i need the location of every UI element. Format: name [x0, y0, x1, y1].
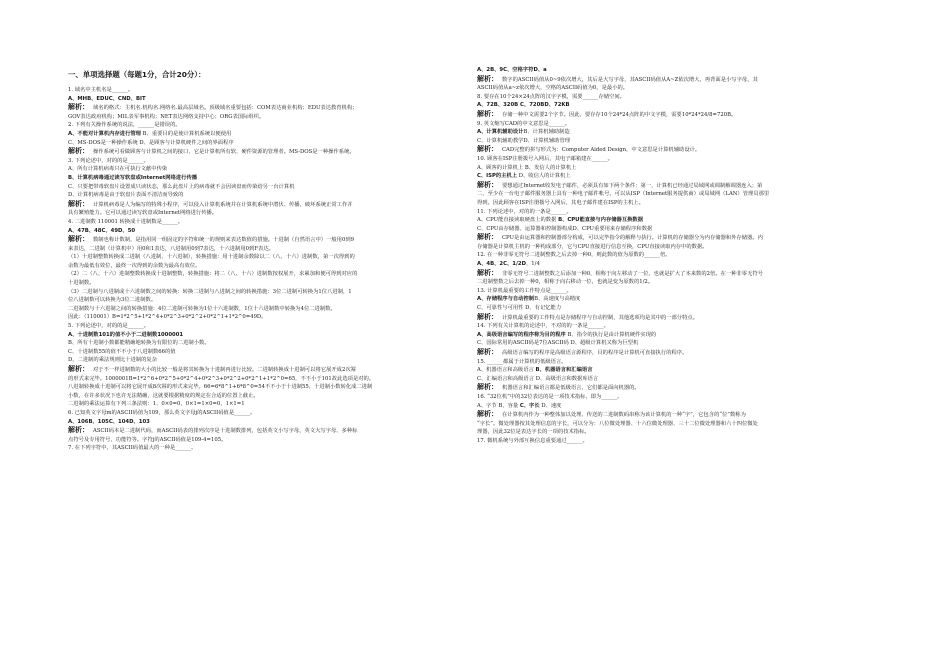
text-line: [68, 245, 463, 254]
line-text: 高级语言编写的程序是高级语言源程序，目的程序是计算机可直接执行的程序。: [502, 350, 688, 356]
analysis-line: [477, 145, 872, 155]
line-text: C、只要把带毒软盘片设置成只读状态，那么此盘片上的病毒就不会因读盘而传染给另一台计算机: [68, 183, 295, 190]
line-text: A、不能对计算机内存进行管理 B、重要目的是使计算机系统以便使用: [68, 130, 232, 137]
text-line: [68, 322, 463, 331]
line-text: ASCII码值从a~z依次增大，空格的ASCII码值为0，是最小的。: [477, 85, 629, 92]
line-text: 小数，在许多状况下也许无法精确，这就要根据精度的规定在合适的位置上截止。: [68, 392, 259, 399]
line-text: 6. 已知英文字母m的ASCII码值为109，那么英文字母j的ASCII码值是______。: [68, 409, 256, 416]
analysis-label: 解析：: [68, 235, 89, 244]
line-text: 3. 下列论述中，对的的是______。: [68, 157, 149, 164]
text-line: [477, 101, 872, 110]
text-line: [68, 121, 463, 130]
line-text: A、高级语言编写的程序称为目的程序 B、指令的执行是由计算机硬件实现的: [477, 331, 657, 338]
text-line: [68, 436, 463, 445]
line-text: 要想通过Internet收发电子邮件，必须具有如下两个条件：第一，计算机已经通过局域网或调制解调器连入；第: [502, 182, 763, 189]
line-text: 二进制的乘法运算有下列三条法则：1、0×0=0，0×1=1×0=0，1×1=1: [68, 401, 245, 408]
analysis-label: 解析：: [477, 233, 498, 242]
line-text: A、MHB、EDUC、CND、BIT: [68, 95, 146, 102]
line-text: CAD完整的拼写形式为：Computer Aided Design，中文意思是计算机辅助设计。: [502, 147, 701, 154]
line-text: 16. “32位机”中的32位表达的是一项技术指标，即为______。: [477, 393, 623, 400]
line-text: 数字的ASCII码值从0~9依次增大，其后是大写字母，其ASCII码值从A~Z依次增大，再背面是小写字母，其: [502, 76, 758, 83]
right-column: [477, 66, 872, 666]
analysis-line: [477, 233, 872, 243]
line-text: B、计算机病毒通过读写软盘或Internet网络进行传播: [68, 174, 198, 181]
line-text: A、字节 B、容量 C、字长 D、速度: [477, 402, 562, 409]
text-line: [68, 444, 463, 453]
text-line: [477, 155, 872, 164]
text-line: [477, 295, 872, 304]
line-text: （3）二进制与八进制或十六进制数之间的转换：转换二进制与八进制之间的转换措施：3位二进制可转换为1位八进制，1: [68, 288, 352, 295]
line-text: 5. 下列论述中，对的的是______。: [68, 323, 149, 330]
line-text: 点符号及专用符号，功能符等。字符j的ASCII码值是109-4=105。: [68, 436, 227, 443]
line-text: 9. 英文缩写CAD的中文意思是______。: [477, 120, 571, 127]
analysis-label: 解析：: [477, 268, 498, 277]
text-line: [68, 400, 463, 409]
line-text: 因此：（110001）B=1*2^5+1*2^4+0*2^3+0*2^2+0*2^1+1*2^0=49D。: [68, 314, 267, 321]
line-text: C、可靠性与可用性 D、有记忆能力: [477, 305, 562, 312]
analysis-line: [477, 410, 872, 420]
text-line: [477, 402, 872, 411]
analysis-label: 解析：: [68, 426, 89, 435]
line-text: A、47B、48C、49D、50: [68, 227, 136, 234]
text-line: [68, 313, 463, 322]
line-text: 在计算机内作为一种整体加以处理、传送的二进制数码串称为该计算机的一种“字”，它包含的“位”数称为: [502, 412, 746, 419]
text-line: [68, 130, 463, 139]
analysis-line: [477, 110, 872, 120]
line-text: A、存储程序与自动控制B、高速度与高精度: [477, 296, 581, 303]
text-line: [68, 218, 463, 227]
text-line: [477, 243, 872, 252]
line-text: A、72B、320B C、720BD、72KB: [477, 102, 570, 109]
text-line: [68, 392, 463, 401]
text-line: [477, 420, 872, 429]
text-line: [68, 139, 463, 148]
line-text: C、国际常用的ASCII码是7位ASCII码 D、超级计算机又称为巨型机: [477, 340, 639, 347]
text-line: [68, 191, 463, 200]
line-text: A、2B、9C、空格字符D、a: [477, 67, 547, 73]
analysis-label: 解析：: [477, 410, 498, 419]
line-text: 操作系统可看做顾客与计算机之间的接口，它是计算机所有软、硬件资源的管理者。MS-DOS是一种操作系统。: [93, 149, 355, 156]
text-line: [68, 409, 463, 418]
line-text: A、所有计算机病毒只在可执行文献中传染: [68, 166, 168, 173]
text-line: [68, 288, 463, 297]
text-line: [477, 172, 872, 181]
analysis-line: [477, 383, 872, 393]
text-line: [68, 183, 463, 192]
text-line: [477, 287, 872, 296]
text-line: [477, 428, 872, 437]
line-text: 8. 要存在10个24×24点阵的汉字字模，需要______存储空间。: [477, 93, 625, 100]
text-line: [68, 174, 463, 183]
analysis-line: [477, 313, 872, 323]
text-line: [477, 66, 872, 75]
line-text: C、计算机辅助教学D、计算机辅助管理: [477, 137, 571, 144]
analysis-label: 解析：: [477, 180, 498, 189]
line-text: 位八进制数可以转换为3位二进制数。: [68, 297, 157, 304]
analysis-line: [68, 103, 463, 113]
line-text: 十进制数。: [68, 280, 95, 287]
analysis-line: [477, 269, 872, 279]
text-line: [477, 164, 872, 173]
text-line: [68, 209, 463, 218]
text-line: [68, 348, 463, 357]
text-line: [477, 199, 872, 208]
left-lines: [68, 86, 463, 453]
text-line: [477, 190, 872, 199]
text-line: [68, 253, 463, 262]
left-column: [68, 66, 463, 666]
text-line: [477, 366, 872, 375]
line-text: 计算机病毒是人为编写的特殊小程序，可以侵入计算机系统并在计算机系统中潜伏、传播，破坏系统正常工作并: [93, 201, 353, 208]
analysis-label: 解析：: [477, 145, 498, 154]
text-line: [68, 418, 463, 427]
line-text: 12. 在一种非零无符号二进制整数之后去掉一种0，则此数的值为原数的______倍。: [477, 252, 671, 259]
text-line: [68, 113, 463, 122]
text-line: [477, 393, 872, 402]
line-text: CPU是由运算器和控制器部分构成，可以完毕指令的解释与执行。计算机的存储器分为内存储器和外存储器。内: [502, 235, 763, 242]
line-text: A、106B、105C、104D、103: [68, 418, 150, 425]
analysis-label: 解析：: [477, 348, 498, 356]
line-text: 得到。因此顾客在ISP注册拨号入网后，其电子邮件建在ISP的主机上。: [477, 199, 644, 206]
line-text: C、MS-DOS是一种操作系统 D、是顾客与计算机硬件之间的界面程序: [68, 139, 234, 146]
text-line: [477, 216, 872, 225]
text-line: [477, 322, 872, 331]
text-line: [477, 260, 872, 269]
line-text: 7. 在下列字符中，其ASCII码值最大的一种是______。: [68, 445, 197, 452]
line-text: 11. 下列论述中，对的的一条是______。: [477, 208, 572, 215]
text-line: [477, 331, 872, 340]
text-line: [68, 270, 463, 279]
text-line: [477, 137, 872, 146]
text-line: [477, 225, 872, 234]
analysis-label: 解析：: [68, 365, 89, 373]
line-text: 10. 顾客在ISP注册拨号入网后，其电子邮箱建在______。: [477, 155, 613, 162]
line-text: 非零无符号二进制整数之后添加一种0，相称于向左移动了一位，也就是扩大了本来数的2倍。在一种非零无符号: [502, 270, 763, 277]
line-text: A、计算机辅助设计B、计算机辅助制造: [477, 129, 570, 136]
line-text: 理器，因此32位是表达字长的一项的技术指标。: [477, 429, 590, 436]
line-text: 二进制数与十六进制之间的转换措施：4位二进制可转换为1位十六进制数，1位十六进制数中转换为4位二进制数。: [68, 305, 336, 312]
text-line: [68, 383, 463, 392]
right-lines: [477, 66, 872, 446]
line-text: 存储一种中文需要2个字节。因此，要存存10个24*24点阵的中文字模，需要10*24*24/8=720B。: [502, 111, 737, 118]
line-text: 4. 二进制数 110001 转换成十进制数是______。: [68, 218, 184, 225]
line-text: A、顾客的计算机上 B、发信人的计算机上: [477, 164, 577, 171]
line-text: GOV表达政府机构；MIL表军事机构；NET表达网络支持中心；ORG表国际组织。: [68, 113, 265, 120]
line-text: 14. 下列有关计算机的论述中，不对的的一条是______。: [477, 323, 609, 330]
line-text: 二进制整数之后去掉一种0，相称于向右移动一位，也就是变为原数的1/2。: [477, 279, 654, 286]
text-line: [68, 296, 463, 305]
text-line: [68, 157, 463, 166]
analysis-line: [68, 426, 463, 436]
text-line: [68, 339, 463, 348]
line-text: A、机器语言和高级语言 B、机器语言和汇编语言: [477, 367, 593, 374]
line-text: ASCII码本是二进制代码，而ASCII码表的排列次序是十进制数排列，包括英文小写字母，英文大写字母、多种标: [93, 428, 358, 435]
line-text: A、4B、2C、1/2D、1/4: [477, 261, 540, 268]
line-text: 数制也称计数制，是指用同一组固定的字符和统一的规则来表达数值的措施。十进制（自然语言中）一般用0到9: [93, 237, 354, 244]
analysis-label: 解析：: [477, 109, 498, 118]
line-text: 余数为最低有效位，最终一次得到的余数为最高有效位。: [68, 262, 201, 269]
line-text: 对于不一样进制数的大小的比较一般是将其转换为十进制再进行比较。二进制转换成十进制可以将它展开成2次幂: [93, 367, 356, 373]
analysis-line: [68, 147, 463, 157]
line-text: A、CPU能直接读取硬盘上的数据 B、CPU能直接与内存储器互换数据: [477, 217, 644, 224]
line-text: 二，至少在一台电子邮件服务器上具有一种电子邮件帐号，可以从ISP（Internet服务提供商）或局域网（LAN）管理员那里: [477, 191, 770, 198]
text-line: [477, 437, 872, 446]
line-text: 的形式来完毕。1000001B=1*2^6+0*2^5+0*2^4+0*2^3+0*2^2+0*2^1+1*2^0=65，不不小于101故此选项是对的。: [68, 375, 375, 382]
analysis-label: 解析：: [477, 74, 498, 83]
text-line: [477, 251, 872, 260]
text-line: [477, 208, 872, 217]
analysis-label: 解析：: [477, 312, 498, 321]
text-line: [68, 262, 463, 271]
line-text: 具有繁殖能力。它可以通过读写软盘或Internet网络进行传播。: [68, 210, 218, 217]
line-text: 15. ______都属于计算机的低级语言。: [477, 358, 567, 365]
analysis-label: 解析：: [68, 199, 89, 208]
text-line: [477, 339, 872, 348]
text-line: [68, 356, 463, 365]
line-text: 13. 计算机最重要的工作特点是______。: [477, 287, 572, 294]
line-text: 域名的格式：主机名.机构名.网络名.最高层域名。顶级域名重要包括：COM表达商业机构；EDU表达教育机构；: [93, 105, 358, 112]
line-text: （2）二（八、十六）进制整数转换成十进制整数，转换措施：将二（八、十六）进制数按权展开，求累加和便可得到对应的: [68, 271, 358, 278]
analysis-label: 解析：: [68, 103, 89, 112]
text-line: [68, 227, 463, 236]
text-line: [477, 84, 872, 93]
text-line: [477, 93, 872, 102]
line-text: （1）十进制整数转换成二进制（八进制、十六进制），转换措施：用十进制余数除以二（八、十六）进制数，第一次得到的: [68, 254, 355, 261]
analysis-line: [68, 365, 463, 375]
line-text: 存储器是计算机主机的一种构成部分，它与CPU直接进行信息互换，CPU直接读取内存中的数据。: [477, 243, 708, 250]
analysis-line: [68, 235, 463, 245]
text-line: [68, 279, 463, 288]
line-text: 八进制转换成十进制可以将它展开成8次幂的形式来完毕。66=6*8^1+6*8^0=54不不小于十进制55，十进制小数转化成二进制: [68, 384, 373, 391]
text-line: [477, 128, 872, 137]
text-line: [68, 331, 463, 340]
analysis-label: 解析：: [477, 383, 498, 392]
text-line: [477, 304, 872, 313]
text-line: [68, 375, 463, 384]
text-line: [477, 120, 872, 129]
line-text: D、二进制的乘法规则比十进制的复杂: [68, 357, 157, 364]
analysis-line: [68, 200, 463, 210]
line-text: C、CPU由存储器、运算器和控制器构成D、CPU重要用来存储程序和数据: [477, 225, 653, 232]
analysis-line: [477, 181, 872, 191]
text-line: [68, 86, 463, 95]
line-text: 来表达，二进制（计算机中）用0和1表达，八进制用0到7表达，十六进制用0到F表达。: [68, 245, 274, 252]
text-line: [477, 375, 872, 384]
analysis-label: 解析：: [68, 147, 89, 156]
line-text: B、所有十进制小数都能精确地转换为有限位的二进制小数。: [68, 340, 210, 347]
text-line: [477, 278, 872, 287]
line-text: 2. 下列有关操作系统的说法，______是错误的。: [68, 122, 181, 129]
line-text: D、计算机病毒是由于软盘片表面不清洁而导致的: [68, 192, 184, 199]
section-title: 一、单项选择题（每题1分，合计20分）：: [68, 70, 206, 79]
line-text: 机器语言和汇编语言都是低级语言，它们都是面向机器的。: [502, 385, 640, 392]
line-text: A、十进制数101的值不小于二进制数1000001: [68, 331, 184, 338]
line-text: C、汇编语言和高级语言 D、高级语言和数据库语言: [477, 375, 599, 382]
text-line: [477, 358, 872, 367]
line-text: “字长”。微处理器按其处理信息的字长，可以分为：八位微处理器、十六位微处理器、三十二位微处理器和六十四位微处: [477, 420, 758, 427]
text-line: [68, 165, 463, 174]
text-line: [68, 305, 463, 314]
line-text: 1. 域名中主机名是______。: [68, 87, 134, 93]
line-text: 17. 微机系统与外部互换信息重要通过______。: [477, 437, 588, 444]
analysis-line: [477, 75, 872, 85]
line-text: C、十进制数55的值不不小于八进制数66的值: [68, 348, 176, 355]
line-text: 计算机最重要的工作特点是存储程序与自动控制，其他选项均是其中的一部分特点。: [502, 314, 698, 321]
analysis-line: [477, 348, 872, 358]
line-text: C、ISP的主机上 D、收信人的计算机上: [477, 173, 571, 180]
text-line: [68, 95, 463, 104]
